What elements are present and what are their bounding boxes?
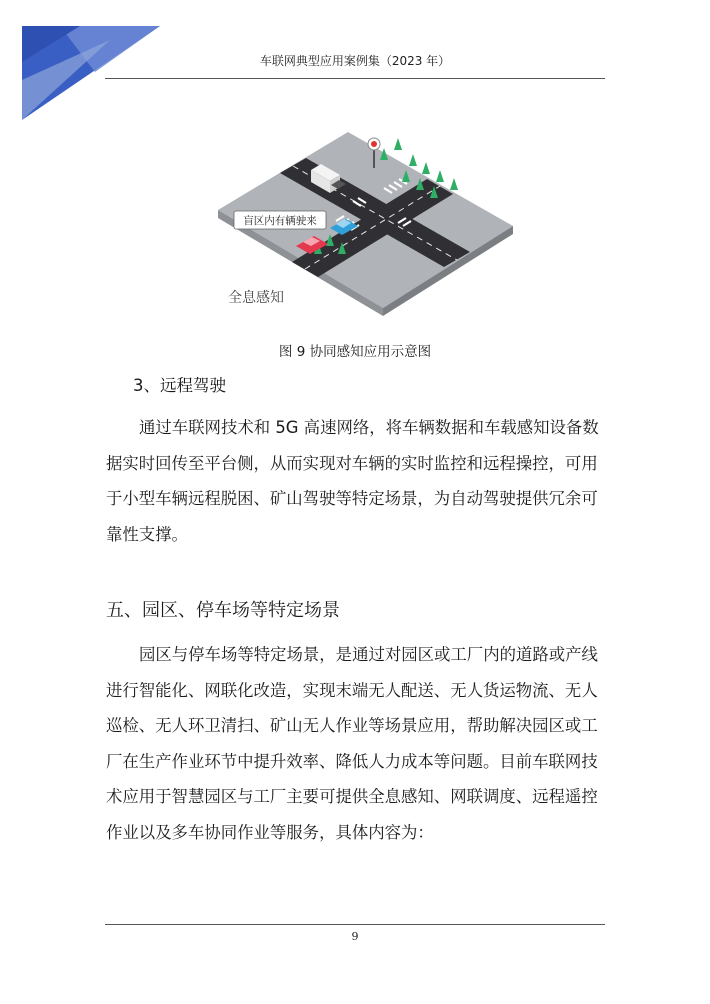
text-line: 于小型车辆远程脱困、矿山驾驶等特定场景，为自动驾驶提供冗余可 (106, 489, 598, 508)
text-line: 巡检、无人环卫清扫、矿山无人作业等场景应用，帮助解决园区或工 (106, 716, 598, 735)
text-line: 进行智能化、网联化改造，实现末端无人配送、无人货运物流、无人 (106, 680, 598, 700)
footer-divider (105, 924, 605, 925)
text-line: 术应用于智慧园区与工厂主要可提供全息感知、网联调度、远程遥控 (106, 787, 598, 806)
section-heading-remote-driving: 3、远程驾驶 (133, 376, 226, 395)
cooperative-perception-figure (208, 118, 528, 328)
header-divider (105, 78, 605, 79)
text-line: 厂在生产作业环节中提升效率、降低人力成本等问题。目前车联网技 (106, 751, 598, 771)
header-title: 车联网典型应用案例集（2023 年） (259, 54, 451, 68)
text-line: 作业以及多车协同作业等服务，具体内容为： (106, 822, 434, 842)
text-line: 园区与停车场等特定场景，是通过对园区或工厂内的道路或产线 (139, 645, 598, 664)
text-line: 据实时回传至平台侧，从而实现对车辆的实时监控和远程操控，可用 (106, 453, 598, 473)
text-line: 靠性支撑。 (106, 524, 188, 544)
figure-corner-label: 全息感知 (228, 290, 284, 306)
callout-label: 盲区内有辆驶来 (243, 215, 317, 227)
text-line: 通过车联网技术和 5G 高速网络，将车辆数据和车载感知设备数 (139, 418, 599, 437)
figure-caption: 图 9 协同感知应用示意图 (278, 344, 432, 360)
section-heading-parks: 五、园区、停车场等特定场景 (106, 600, 340, 621)
page-number: 9 (351, 930, 359, 943)
paragraph-remote-driving (106, 410, 606, 552)
paragraph-parks (106, 637, 606, 850)
